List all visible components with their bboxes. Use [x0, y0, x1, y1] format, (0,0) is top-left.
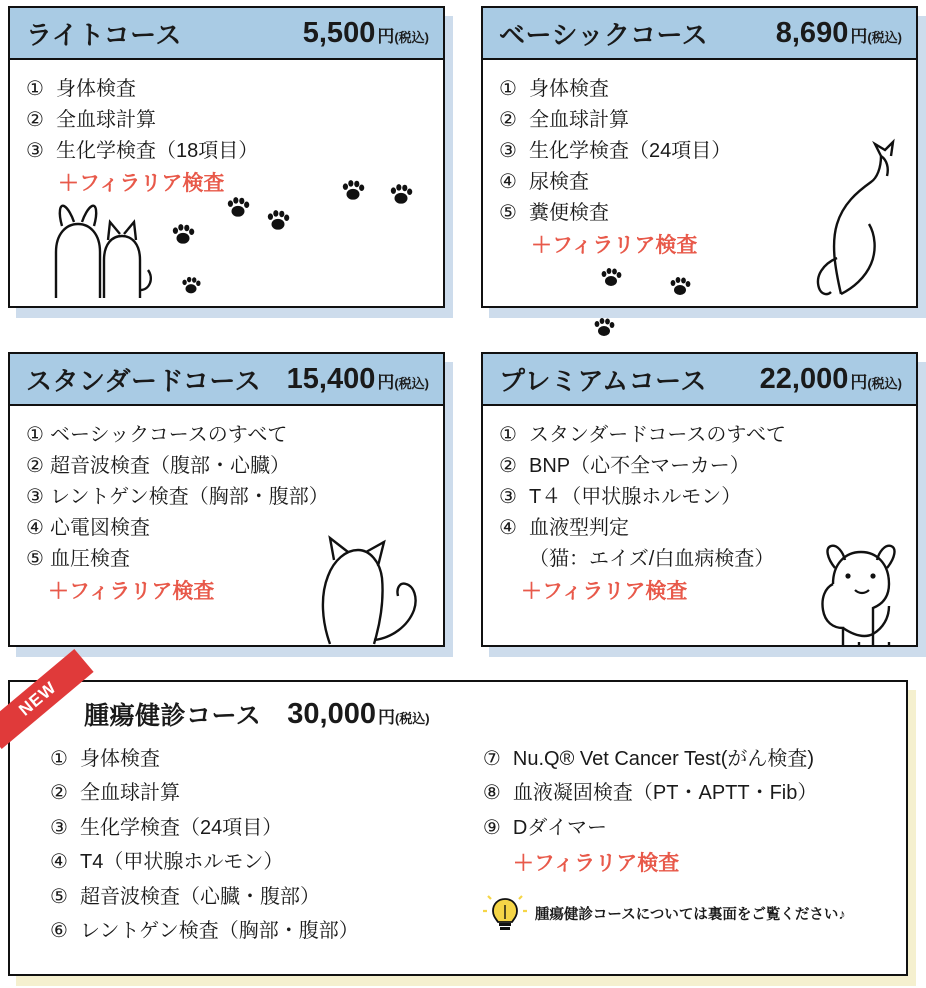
item-label: Dダイマー — [512, 816, 607, 839]
item-label: 身体検査 — [80, 748, 160, 770]
course-price-group — [287, 363, 429, 396]
list-item — [483, 811, 906, 845]
item-label: 身体検査 — [529, 78, 609, 100]
list-item — [26, 513, 427, 544]
list-item — [50, 880, 483, 914]
item-label: Nu.Q® Vet Cancer Test(がん検査) — [512, 748, 815, 770]
card-frame — [8, 352, 445, 647]
item-label: スタンダードコースのすべて — [529, 424, 786, 446]
card-body — [483, 406, 916, 645]
item-number: ① — [499, 78, 517, 100]
item-number: ⑤ — [499, 202, 517, 224]
item-label: 超音波検査（心臓・腹部） — [80, 885, 320, 908]
item-label: レントゲン検査（胸部・腹部） — [80, 919, 359, 942]
item-label: 心電図検査 — [50, 517, 150, 539]
item-label: レントゲン検査（胸部・腹部） — [50, 486, 329, 508]
card-header — [10, 682, 906, 738]
filaria-addon: ＋フィラリア検査 — [512, 852, 680, 876]
yen-label: 円 — [377, 707, 395, 727]
yen-label: 円 — [377, 26, 395, 46]
list-item — [499, 74, 900, 105]
course-price-group — [776, 17, 902, 50]
item-label: 血液凝固検査（PT・APTT・Fib） — [512, 782, 818, 805]
course-title: プレミアムコース — [499, 365, 707, 396]
item-label: T４（甲状腺ホルモン） — [529, 486, 742, 508]
paw-print-icon — [599, 266, 623, 290]
course-price: 30,000 — [287, 697, 376, 730]
item-number: ② — [26, 109, 44, 131]
list-item — [50, 811, 483, 845]
list-item — [499, 544, 900, 575]
paw-print-icon — [388, 182, 414, 208]
course-title: ベーシックコース — [499, 19, 709, 50]
tax-label: (税込) — [394, 375, 429, 391]
yen-label: 円 — [377, 372, 395, 392]
item-label: 全血球計算 — [56, 109, 156, 131]
item-label: 血液型判定 — [529, 517, 629, 539]
item-label: T4（甲状腺ホルモン） — [80, 851, 284, 874]
note-label: 腫瘍健診コースについては裏面をご覧ください♪ — [534, 906, 846, 923]
item-label: 生化学検査（24項目） — [80, 816, 283, 839]
card-frame — [8, 677, 908, 976]
course-item-list — [50, 742, 483, 948]
card-frame — [481, 352, 918, 647]
course-item-list — [499, 420, 900, 575]
course-price: 22,000 — [759, 362, 849, 395]
filaria-addon: ＋フィラリア検査 — [521, 580, 688, 603]
tax-label: (税込) — [867, 29, 902, 45]
list-item — [26, 136, 427, 167]
paw-print-icon — [180, 275, 202, 297]
list-item — [50, 845, 483, 879]
item-number: ⑤ — [50, 885, 68, 908]
tax-label: (税込) — [394, 29, 429, 45]
item-number: ④ — [26, 517, 44, 539]
item-number: ③ — [50, 816, 68, 839]
course-item-list — [26, 74, 427, 167]
course-price: 8,690 — [775, 16, 849, 49]
item-number: ③ — [499, 140, 517, 162]
course-price: 5,500 — [302, 16, 376, 49]
item-label: 糞便検査 — [529, 202, 609, 224]
item-label: 生化学検査（24項目） — [529, 140, 732, 162]
item-label: BNP（心不全マーカー） — [529, 455, 750, 477]
dog-and-cat-icon — [38, 190, 158, 300]
tumor-columns — [10, 738, 906, 948]
course-item-list — [26, 420, 427, 575]
card-header — [483, 354, 916, 406]
paw-print-icon — [592, 316, 616, 340]
item-label: 超音波検査（腹部・心臓） — [50, 455, 290, 477]
paw-print-icon — [340, 178, 366, 204]
list-item — [50, 776, 483, 810]
item-number: ④ — [50, 851, 68, 874]
course-title: 腫瘍健診コース — [84, 702, 262, 730]
paw-print-icon — [225, 195, 251, 221]
item-label: 全血球計算 — [529, 109, 629, 131]
course-card-premium[interactable] — [481, 352, 918, 647]
list-item — [26, 451, 427, 482]
item-number: ⑨ — [482, 816, 501, 839]
list-item — [499, 198, 900, 229]
list-item — [26, 74, 427, 105]
filaria-addon: ＋フィラリア検査 — [48, 580, 215, 603]
course-price-group — [760, 363, 902, 396]
card-header — [10, 8, 443, 60]
item-label: （猫：エイズ/白血病検査） — [529, 548, 775, 570]
course-price-group — [287, 698, 429, 731]
item-number: ⑤ — [26, 548, 44, 570]
course-price-group — [303, 17, 429, 50]
item-number: ⑦ — [482, 748, 501, 770]
item-number: ⑥ — [50, 919, 68, 942]
item-number: ③ — [26, 486, 44, 508]
list-item — [499, 167, 900, 198]
course-title: スタンダードコース — [26, 365, 262, 396]
tax-label: (税込) — [867, 375, 902, 391]
item-label: 身体検査 — [56, 78, 136, 100]
yen-label: 円 — [850, 26, 868, 46]
paw-print-icon — [265, 208, 291, 234]
filaria-addon: ＋フィラリア検査 — [58, 172, 225, 195]
course-card-light[interactable] — [8, 6, 445, 308]
card-body — [10, 60, 443, 306]
item-label: ベーシックコースのすべて — [50, 424, 288, 446]
list-item — [26, 544, 427, 575]
course-price: 15,400 — [286, 362, 376, 395]
card-body — [483, 60, 916, 306]
list-item — [499, 136, 900, 167]
item-number: ② — [26, 455, 44, 477]
lightbulb-icon — [483, 891, 527, 935]
course-card-standard[interactable] — [8, 352, 445, 647]
item-label: 生化学検査（18項目） — [56, 140, 259, 162]
list-item — [483, 776, 906, 810]
list-item — [499, 420, 900, 451]
item-number: ① — [26, 78, 44, 100]
item-number: ① — [26, 424, 44, 446]
list-item — [26, 105, 427, 136]
item-label: 血圧検査 — [50, 548, 130, 570]
item-number: ① — [50, 748, 68, 770]
course-card-basic[interactable] — [481, 6, 918, 308]
course-item-list — [483, 742, 906, 845]
card-frame — [8, 6, 445, 308]
list-item — [499, 451, 900, 482]
list-item — [499, 482, 900, 513]
course-card-tumor[interactable] — [8, 677, 908, 976]
card-body — [10, 406, 443, 645]
filaria-addon: ＋フィラリア検査 — [531, 234, 698, 257]
back-side-note — [483, 891, 906, 935]
item-number: ③ — [499, 486, 517, 508]
list-item — [499, 105, 900, 136]
card-frame — [481, 6, 918, 308]
list-item — [50, 914, 483, 948]
tumor-column-right — [483, 742, 906, 948]
item-number: ③ — [26, 140, 44, 162]
list-item — [50, 742, 483, 776]
item-number: ④ — [499, 517, 517, 539]
list-item — [26, 482, 427, 513]
card-header — [483, 8, 916, 60]
item-number — [499, 544, 529, 575]
tumor-column-left — [50, 742, 483, 948]
course-title: ライトコース — [26, 19, 182, 50]
tax-label: (税込) — [394, 710, 430, 726]
item-number: ② — [499, 455, 517, 477]
paw-print-icon — [170, 222, 196, 248]
item-label: 尿検査 — [529, 171, 589, 193]
new-badge-label: NEW — [15, 677, 61, 720]
card-header — [10, 354, 443, 406]
list-item — [499, 513, 900, 544]
list-item — [26, 420, 427, 451]
item-number: ① — [499, 424, 517, 446]
item-number: ② — [499, 109, 517, 131]
new-badge — [0, 670, 116, 730]
item-number: ⑧ — [482, 782, 501, 805]
list-item — [483, 742, 906, 776]
course-item-list — [499, 74, 900, 229]
paw-print-icon — [668, 275, 692, 299]
yen-label: 円 — [850, 372, 868, 392]
item-label: 全血球計算 — [80, 782, 180, 805]
item-number: ④ — [499, 171, 517, 193]
item-number: ② — [50, 782, 68, 805]
